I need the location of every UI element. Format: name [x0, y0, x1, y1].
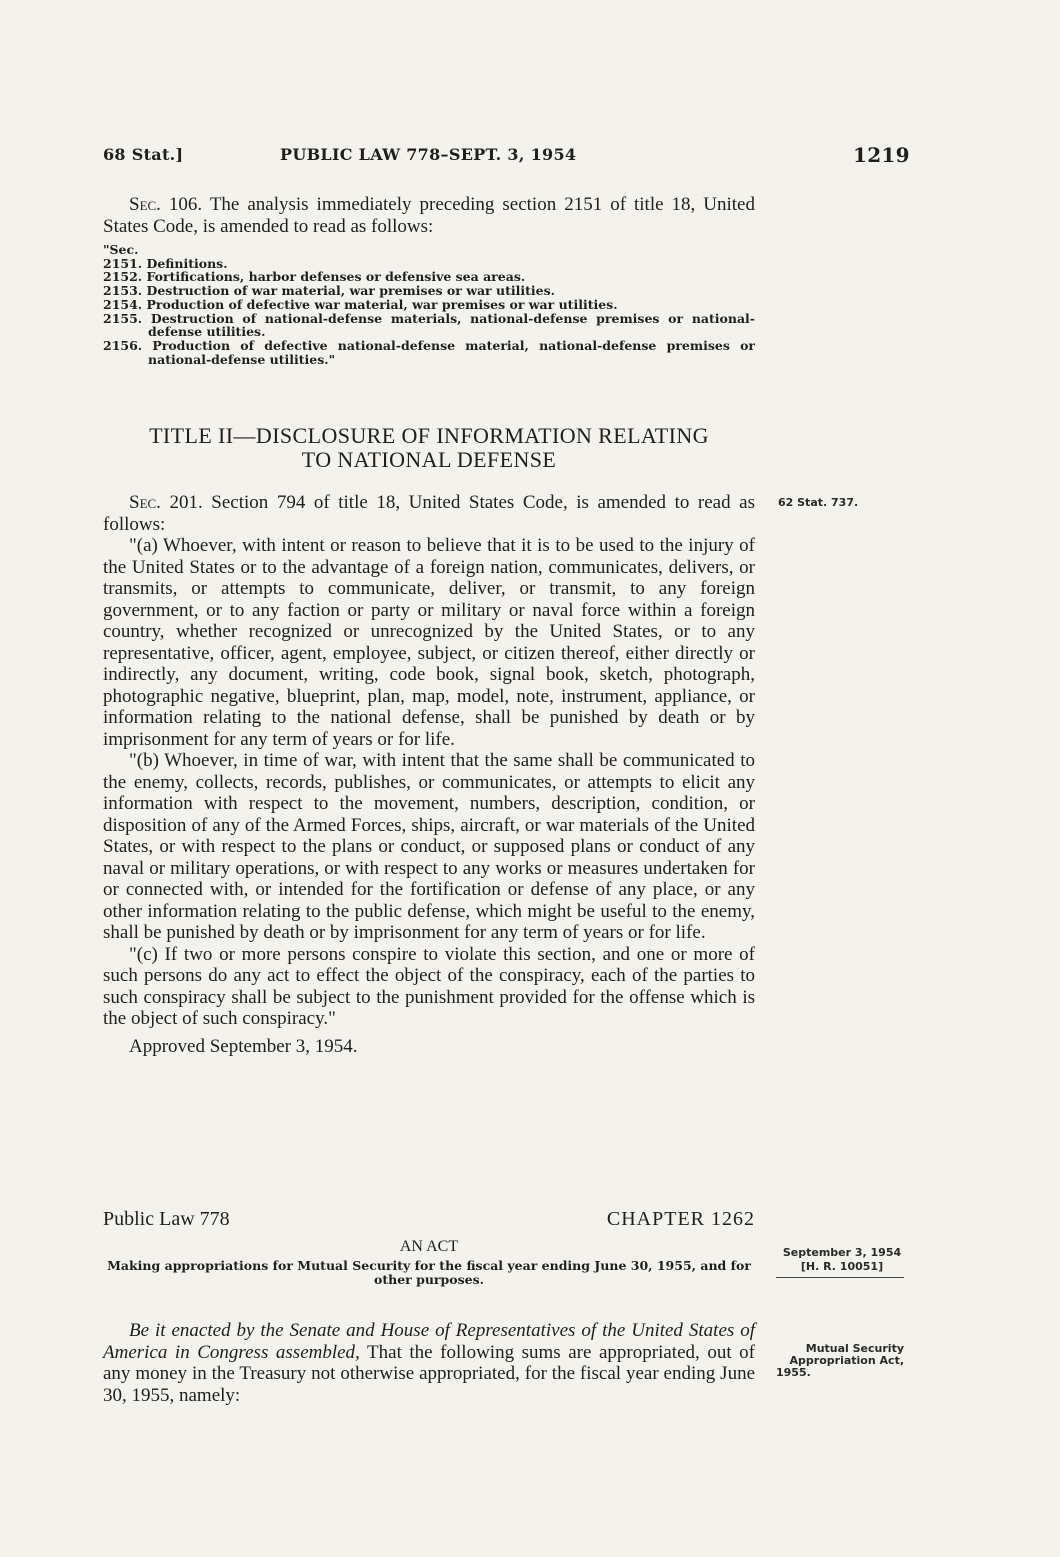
title-ii-line1: TITLE II—DISCLOSURE OF INFORMATION RELATING — [149, 423, 709, 448]
list-item: 2156. Production of defective national-defense material, national-defense premises or national-defense utilities." — [103, 337, 755, 367]
title-ii-heading — [103, 424, 755, 472]
approved-date: Approved September 3, 1954. — [129, 1035, 358, 1057]
margin-divider — [776, 1277, 904, 1278]
margin-bill: [H. R. 10051] — [800, 1260, 884, 1273]
list-item: 2155. Destruction of national-defense materials, national-defense premises or national-defense utilities. — [103, 310, 755, 340]
an-act-heading: AN ACT — [399, 1238, 459, 1255]
title-ii-line2: TO NATIONAL DEFENSE — [301, 447, 557, 472]
sec-106-lead: Sec. — [129, 194, 161, 215]
enacting-rest: That the following sums are appropriated, out of any money in the Treasury not otherwise appropriated, for the fiscal year ending June 30, 1955, namely: — [103, 1341, 755, 1406]
public-law-label: Public Law 778 — [103, 1208, 230, 1230]
list-item: 2151. Definitions. — [103, 255, 228, 271]
sec-201-para-a: "(a) Whoever, with intent or reason to believe that it is to be used to the injury of the United States or to the advantage of a foreign nation, communicates, delivers, or transmits, or attempts to communicate, deliver, or transmit, to any foreign government, or to any faction or party or military or naval force within a foreign country, whether recognized or unrecognized by the United States, or to any representative, officer, agent, employee, subject, or citizen thereof, either directly or indirectly, any document, writing, code book, signal book, sketch, photograph, photographic negative, blueprint, plan, map, model, note, instrument, appliance, or information relating to the national defense, shall be punished by death or by imprisonment for any term of years or for life. — [103, 535, 755, 750]
act-purpose: Making appropriations for Mutual Security for the fiscal year ending June 30, 1955, and for other purposes. — [107, 1258, 751, 1287]
list-item: 2153. Destruction of war material, war premises or war utilities. — [103, 283, 555, 299]
sec-106 — [103, 194, 755, 237]
list-item: 2152. Fortifications, harbor defenses or defensive sea areas. — [103, 269, 526, 285]
margin-stat-ref: 62 Stat. 737. — [778, 496, 859, 509]
sec-201-intro: 201. Section 794 of title 18, United States Code, is amended to read as follows: — [103, 492, 755, 535]
list-head: "Sec. — [103, 242, 139, 257]
sec-201-para-c: "(c) If two or more persons conspire to violate this section, and one or more of such persons do any act to effect the object of the conspiracy, each of the parties to such conspiracy shall be subject to the punishment provided for the offense which is the object of such conspiracy." — [103, 943, 755, 1029]
margin-act-title — [776, 1343, 904, 1379]
list-item: 2154. Production of defective war material, war premises or war utilities. — [103, 296, 618, 312]
header-volume: 68 Stat.] — [103, 145, 184, 164]
margin-act-title-line2: Appropriation Act, — [789, 1354, 904, 1367]
enacting-clause — [103, 1320, 755, 1406]
sec-106-text: 106. The analysis immediately preceding section 2151 of title 18, United States Code, is amended to read as follows: — [103, 194, 755, 237]
margin-act-title-line1: Mutual Security — [805, 1342, 904, 1355]
chapter-label: CHAPTER 1262 — [606, 1208, 755, 1230]
page-number: 1219 — [853, 143, 910, 167]
sec-106-analysis-list — [103, 243, 755, 366]
header-title: PUBLIC LAW 778–SEPT. 3, 1954 — [280, 145, 577, 164]
sec-201 — [103, 492, 755, 1057]
enacting-italic: Be it enacted by the Senate and House of Representatives of the United States of America in Congress assembled, — [103, 1320, 755, 1363]
sec-201-para-b: "(b) Whoever, in time of war, with intent that the same shall be communicated to the enemy, collects, records, publishes, or communicates, or attempts to elicit any information with respect to the movement, numbers, description, condition, or disposition of any of the Armed Forces, ships, aircraft, or war materials of the United States, or with respect to the plans or conduct, or supposed plans or conduct of any naval or military operations, or with respect to any works or measures undertaken for or connected with, or intended for the fortification or defense of any place, or any other information relating to the public defense, which might be useful to the enemy, shall be punished by death or by imprisonment for any term of years or for life. — [103, 750, 755, 943]
margin-act-title-line3: 1955. — [776, 1366, 811, 1379]
margin-date: September 3, 1954 — [782, 1246, 902, 1259]
sec-201-lead: Sec. — [129, 492, 161, 513]
